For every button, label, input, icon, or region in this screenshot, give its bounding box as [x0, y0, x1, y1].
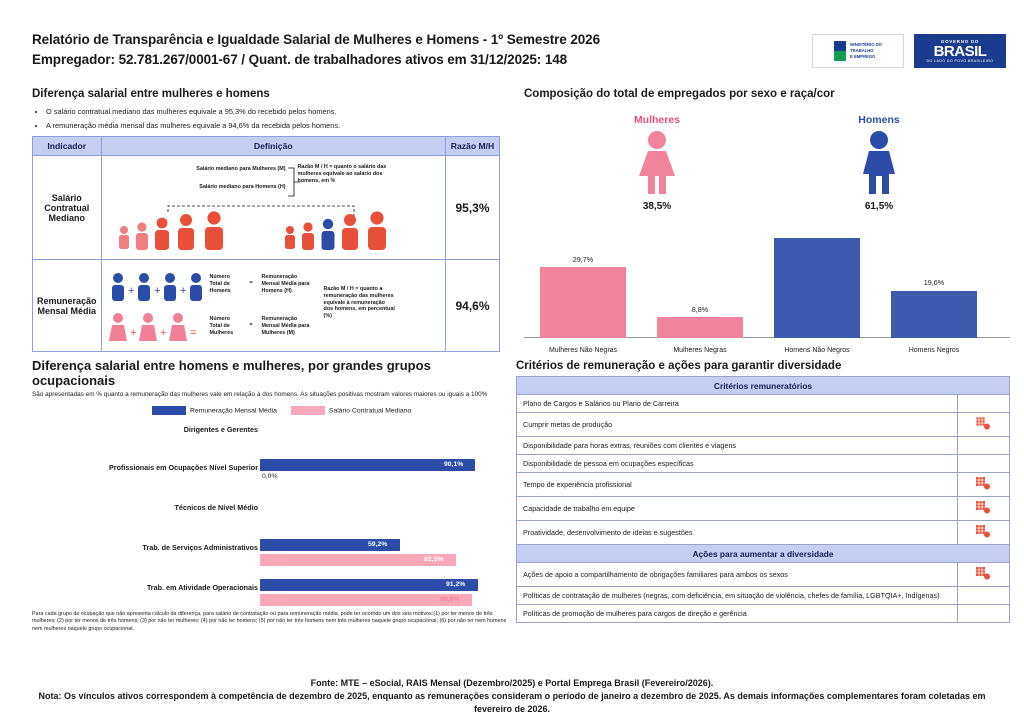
ratio-value: 95,3% — [446, 156, 500, 260]
legend-swatch-blue — [152, 406, 186, 415]
race-composition-chart — [524, 236, 1010, 356]
criteria-label: Ações de apoio a compartilhamento de obrigações familiares para ambos os sexos — [517, 563, 958, 587]
bar-value-0: 29,7% — [572, 255, 594, 264]
criteria-mark — [958, 437, 1010, 455]
criteria-mark — [958, 521, 1010, 545]
bar-category-2: Homens Não Negros — [784, 347, 850, 354]
table-row — [517, 395, 1010, 413]
definition-graphic-average — [101, 260, 445, 352]
indicator-name: Remuneração Mensal Média — [33, 260, 102, 352]
criteria-mark — [958, 563, 1010, 587]
people-men-group-icon — [278, 208, 398, 252]
criteria-label: Disponibilidade de pessoa em ocupações específicas — [517, 455, 958, 473]
definition-graphic-median — [101, 156, 445, 260]
legend-item-salario — [291, 406, 411, 415]
col-razao: Razão M/H — [446, 137, 500, 156]
ministry-logo-line2: TRABALHO — [850, 47, 874, 53]
bullet-item: • A remuneração média mensal das mulheres equivale a 94,6% da recebida pelos homens. — [46, 120, 502, 133]
occupational-subtitle: São apresentadas em % quanto a remuneração das mulheres vale em relação à dos homens. As situações positivas mostram valores maiores ou iguais a 100% — [32, 391, 488, 398]
table-row — [33, 260, 500, 352]
table-row — [517, 587, 1010, 605]
salary-difference-bullets — [46, 106, 502, 132]
legend-label-0: Remuneração Mensal Média — [190, 406, 277, 414]
gov-logo-line1: GOVERNO DO — [940, 39, 980, 44]
bar-rect-3 — [891, 291, 977, 338]
occ-label-4: Trab. em Atividade Operacionais — [146, 582, 258, 592]
indicator-name: Salário Contratual Mediano — [33, 156, 102, 260]
criteria-label: Cumprir metas de produção — [517, 413, 958, 437]
bar-group-1 — [657, 238, 743, 338]
footer-source: Fonte: MTE – eSocial, RAIS Mensal (Dezembro/2025) e Portal Emprega Brasil (Fevereiro/2026). — [310, 677, 714, 688]
table-row — [33, 156, 500, 260]
occ-bar-1-remuneracao — [260, 459, 475, 471]
table-row — [517, 437, 1010, 455]
svg-text:=: = — [189, 327, 196, 339]
table-row — [517, 455, 1010, 473]
legend-item-remuneracao — [152, 406, 277, 415]
ann-salario-mediano-mulheres: Salário mediano para Mulheres (M) — [196, 166, 286, 172]
svg-text:+: + — [179, 285, 186, 297]
table-header-row — [33, 137, 500, 156]
bar-group-2 — [774, 238, 860, 338]
composition-section — [524, 88, 1010, 244]
women-icons-row — [108, 310, 204, 344]
bar-category-0: Mulheres Não Negras — [548, 347, 618, 354]
criteria-label: Políticas de contratação de mulheres (negras, com deficiência, em situação de violência, chefes de família, LGBTQIA+, Indígenas) — [517, 587, 958, 605]
svg-text:+: + — [153, 285, 160, 297]
bar-category-1: Mulheres Negras — [673, 347, 727, 354]
criteria-label: Proatividade, desenvolvimento de ideias e sugestões — [517, 521, 958, 545]
bar-group-3 — [891, 238, 977, 338]
bar-value-1: 8,8% — [691, 305, 709, 314]
ratio-value: 94,6% — [446, 260, 500, 352]
equals-sign-2: = — [249, 322, 253, 328]
men-icons-row — [108, 270, 204, 304]
page-title: Relatório de Transparência e Igualdade Salarial de Mulheres e Homens - 1º Semestre 2026 — [32, 32, 600, 47]
criteria-label: Políticas de promoção de mulheres para cargos de direção e gerência — [517, 605, 958, 623]
report-header — [32, 32, 812, 67]
ministry-logo-line1: MINISTÉRIO DO — [850, 41, 882, 47]
svg-text:+: + — [129, 327, 136, 339]
criteria-mark — [958, 455, 1010, 473]
equals-sign-1: = — [249, 280, 253, 286]
occ-value-1-salario: 0,0% — [262, 472, 278, 480]
occ-value-1-remuneracao: 90,1% — [444, 460, 464, 468]
table-row — [517, 413, 1010, 437]
criteria-mark — [958, 473, 1010, 497]
gov-logo-line2: BRASIL — [933, 43, 987, 60]
occ-value-3-remuneracao: 59,2% — [368, 540, 388, 548]
ann-razao-definicao-2: Razão M / H = quanto a remuneração das mulheres equivale à remuneração dos homens, em percentual (%) — [323, 286, 395, 319]
table-row — [517, 497, 1010, 521]
bar-rect-2 — [774, 238, 860, 338]
bar-category-3: Homens Negros — [908, 347, 960, 354]
check-flag-icon — [976, 417, 991, 430]
criteria-title: Critérios de remuneração e ações para garantir diversidade — [516, 360, 842, 372]
ministry-logo — [812, 34, 904, 68]
occupational-footnote: Para cada grupo de ocupação que não apresenta cálculo da diferença, para salário de contratação ou para remuneração média, pode ter ocorrido um dos seis motivos:(1) por ter menos de três mulheres; (2) por ter menos de três homens; (3) por não ter mulheres; (4) por não ter homens; (5) por não ter três homens nem três mulheres naquele grupo ocupacional; (6) por não ter nem homens nem mulheres naquele grupo ocupacional. — [32, 610, 507, 633]
composition-title: Composição do total de empregados por sexo e raça/cor — [524, 88, 835, 100]
ann-numero-total-homens: Número Total de Homens — [209, 274, 231, 294]
bar-group-0 — [540, 238, 626, 338]
occ-value-4-remuneracao: 91,2% — [446, 580, 466, 588]
ann-remuneracao-mulheres: Remuneração Mensal Média para Mulheres (M) — [261, 316, 310, 336]
criteria-label: Capacidade de trabalho em equipe — [517, 497, 958, 521]
criteria-mark — [958, 605, 1010, 623]
man-figure-icon — [852, 130, 906, 196]
occupational-groups-section — [32, 358, 510, 634]
occ-label-1: Profissionais em Ocupações Nível Superior — [109, 462, 258, 472]
occ-label-0: Dirigentes e Gerentes — [183, 424, 258, 434]
government-logo — [914, 34, 1006, 68]
table-row — [517, 605, 1010, 623]
criteria-section — [516, 360, 1010, 623]
salary-difference-title: Diferença salarial entre mulheres e homens — [32, 88, 270, 100]
check-flag-icon — [976, 501, 991, 514]
col-indicador: Indicador — [33, 137, 102, 156]
ann-numero-total-mulheres: Número Total de Mulheres — [209, 316, 234, 336]
gov-logo-line3: DO LADO DO POVO BRASILEIRO — [926, 59, 994, 63]
employer-line: Empregador: 52.781.267/0001-67 / Quant. de trabalhadores ativos em 31/12/2025: 148 — [32, 52, 568, 67]
criteria-section2-header: Ações para aumentar a diversidade — [517, 545, 1010, 563]
criteria-label: Disponibilidade para horas extras, reuniões com clientes e viagens — [517, 437, 958, 455]
occ-value-3-salario: 82,5% — [424, 555, 444, 563]
criteria-label: Plano de Cargos e Salários ou Plano de Carreira — [517, 395, 958, 413]
ann-razao-definicao: Razão M / H = quanto o salário das mulheres equivale ao salário dos homens, em % — [297, 164, 387, 184]
svg-text:+: + — [159, 327, 166, 339]
table-row — [517, 473, 1010, 497]
criteria-section1-header-row — [517, 377, 1010, 395]
check-flag-icon — [976, 567, 991, 580]
men-percentage: 61,5% — [864, 201, 894, 212]
occ-label-3: Trab. de Serviços Administrativos — [142, 542, 258, 552]
women-percentage: 38,5% — [642, 201, 672, 212]
col-definicao: Definição — [101, 137, 445, 156]
table-row — [517, 521, 1010, 545]
occupational-title: Diferença salarial entre homens e mulheres, por grandes grupos ocupacionais — [32, 358, 431, 388]
table-row — [517, 563, 1010, 587]
criteria-mark — [958, 587, 1010, 605]
logos — [812, 34, 1006, 68]
svg-text:+: + — [127, 285, 134, 297]
bar-value-3: 19,6% — [923, 278, 945, 287]
criteria-section2-header-row — [517, 545, 1010, 563]
ministry-mark-icon — [834, 41, 846, 61]
criteria-mark — [958, 413, 1010, 437]
check-flag-icon — [976, 525, 991, 538]
criteria-label: Tempo de experiência profissional — [517, 473, 958, 497]
ministry-logo-line3: E EMPREGO — [850, 54, 876, 60]
occ-value-4-salario: 88,8% — [440, 595, 460, 603]
criteria-table — [516, 376, 1010, 623]
ann-salario-mediano-homens: Salário mediano para Homens (H) — [199, 184, 286, 190]
salary-difference-section — [32, 88, 502, 133]
occupational-legend — [152, 406, 510, 415]
legend-swatch-pink — [291, 406, 325, 415]
report-footer — [0, 677, 1024, 716]
occupational-bars — [32, 421, 510, 621]
legend-label-1: Salário Contratual Mediano — [328, 406, 412, 414]
criteria-mark — [958, 395, 1010, 413]
occ-label-2: Técnicos de Nível Médio — [174, 502, 258, 512]
woman-figure-icon — [630, 130, 684, 196]
women-label: Mulheres — [633, 114, 681, 126]
men-label: Homens — [858, 114, 900, 126]
indicators-table — [32, 136, 500, 352]
check-flag-icon — [976, 477, 991, 490]
footer-note: Nota: Os vínculos ativos correspondem à competência de dezembro de 2025, enquanto as remunerações consideram o período de janeiro a dezembro de 2025. As demais informações complementares foram coletadas em fevereiro de 2026. — [38, 690, 986, 714]
bullet-item: • O salário contratual mediano das mulheres equivale a 95,3% do recebido pelos homens. — [46, 106, 502, 119]
bar-rect-0 — [540, 267, 626, 338]
criteria-mark — [958, 497, 1010, 521]
criteria-section1-header: Critérios remuneratórios — [517, 377, 1010, 395]
ann-remuneracao-homens: Remuneração Mensal Média para Homens (H) — [261, 274, 310, 294]
bar-rect-1 — [657, 317, 743, 338]
